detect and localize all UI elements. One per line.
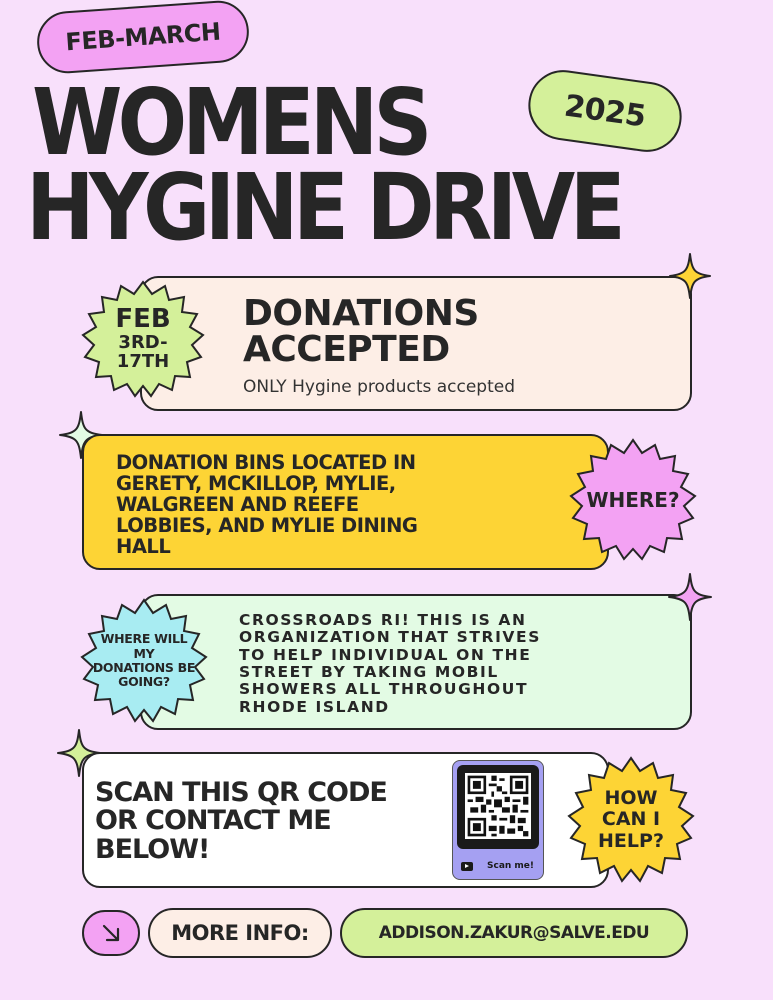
destination-badge-line: WHERE WILL [100, 631, 188, 647]
help-badge-line: HOW [604, 787, 658, 810]
dates-tag [35, 0, 251, 75]
where-badge-label: WHERE? [586, 488, 680, 512]
year-tag [524, 66, 686, 157]
destination-line: ORGANIZATION THAT STRIVES [239, 628, 541, 647]
more-info-label: MORE INFO: [171, 921, 309, 945]
help-text [95, 779, 387, 864]
donations-heading-line1: DONATIONS [243, 293, 479, 334]
destination-line: STREET BY TAKING MOBIL [239, 663, 499, 682]
date-badge-start: 3RD- [118, 331, 168, 353]
where-badge [566, 438, 700, 562]
qr-code-frame [457, 765, 539, 849]
date-badge-end: 17TH [116, 350, 170, 372]
location-line: WALGREEN AND REEFE [116, 493, 359, 517]
destination-line: CROSSROADS RI! THIS IS AN [239, 611, 527, 629]
qr-scan-row [453, 853, 545, 879]
arrow-down-right-icon [99, 921, 123, 945]
dates-tag-label: FEB-MARCH [64, 17, 222, 57]
destination-badge-line: GOING? [118, 674, 170, 690]
destination-text [239, 612, 541, 716]
more-info-pill [148, 908, 332, 958]
destination-badge-line: MY [133, 645, 155, 661]
help-line: OR CONTACT ME [95, 805, 331, 837]
year-tag-label: 2025 [562, 87, 648, 135]
help-line: SCAN THIS QR CODE [95, 777, 387, 808]
qr-code-card[interactable] [452, 760, 544, 880]
date-range-badge [78, 280, 208, 398]
donations-subtext: ONLY Hygine products accepted [243, 377, 516, 397]
location-line: DONATION BINS LOCATED IN [116, 451, 416, 474]
location-line: GERETY, MCKILLOP, MYLIE, [116, 472, 396, 496]
sparkle-icon [668, 252, 712, 300]
help-badge-line: HELP? [598, 829, 664, 852]
play-icon [461, 862, 473, 871]
title-line-2: HYGINE DRIVE [26, 155, 621, 262]
donations-heading [243, 293, 479, 370]
location-text [116, 452, 417, 557]
destination-line: RHODE ISLAND [239, 697, 390, 716]
donations-heading-line2: ACCEPTED [243, 329, 450, 370]
email-link[interactable]: ADDISON.ZAKUR@SALVE.EDU [378, 923, 650, 943]
qr-code-icon [465, 773, 531, 839]
location-line: LOBBIES, AND MYLIE DINING [116, 514, 418, 538]
destination-line: SHOWERS ALL THROUGHOUT [239, 680, 529, 699]
qr-scan-label: Scan me! [487, 861, 535, 871]
help-badge [564, 756, 698, 884]
sparkle-icon [667, 572, 713, 622]
email-pill[interactable] [340, 908, 688, 958]
help-line: BELOW! [95, 833, 210, 865]
destination-line: TO HELP INDIVIDUAL ON THE [239, 645, 532, 664]
destination-badge [78, 598, 210, 724]
help-badge-line: CAN I [601, 808, 661, 831]
destination-badge-line: DONATIONS BE [92, 660, 196, 675]
date-badge-month: FEB [115, 304, 171, 335]
location-line: HALL [116, 535, 171, 559]
arrow-button[interactable] [82, 910, 140, 956]
title-line-1: WOMENS [32, 70, 428, 177]
